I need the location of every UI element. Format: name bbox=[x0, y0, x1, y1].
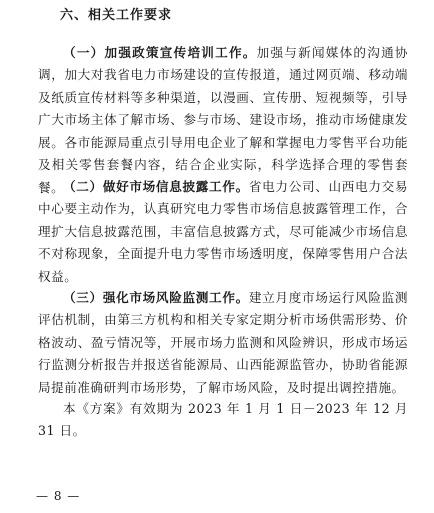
paragraph-lead: （一）加强政策宣传培训工作。 bbox=[63, 44, 257, 60]
page-number: — 8 — bbox=[36, 489, 81, 503]
section-heading: 六、相关工作要求 bbox=[60, 8, 173, 23]
paragraph-risk-monitoring bbox=[38, 287, 408, 400]
paragraph-text: 加强与新闻媒体的沟通协调，加大对我省电力市场建设的宣传报道，通过网页端、移动端及纸质宣传材料等多种渠道，以漫画、宣传册、短视频等，引导广大市场主体了解市场、参与市场、建设市场，推动市场健康发展。各市能源局重点引导用电企业了解和掌握电力零售平台功能及相关零售套餐内容，结合企业实际，科学选择合理的零售套餐。 bbox=[38, 44, 409, 195]
paragraph-lead: （三）强化市场风险监测工作。 bbox=[63, 289, 249, 305]
paragraph-text: 建立月度市场运行风险监测评估机制，由第三方机构和相关专家定期分析市场供需形势、价格波动、盈亏情况等，开展市场力监测和风险辨识，形成市场运行监测分析报告并报送省能源局、山西能源监管办，协助省能源局提前准确研判市场形势，了解市场风险，及时提出调控措施。 bbox=[38, 289, 409, 395]
paragraph-validity-period bbox=[38, 398, 408, 443]
paragraph-information-disclosure bbox=[38, 176, 408, 289]
paragraph-lead: （二）做好市场信息披露工作。 bbox=[63, 178, 249, 194]
paragraph-text: 本《方案》有效期为 2023 年 1 月 1 日－2023 年 12 月 31 日。 bbox=[38, 400, 408, 439]
paragraph-text: 省电力公司、山西电力交易中心要主动作为，认真研究电力零售市场信息披露管理工作，合理扩大信息披露范围，丰富信息披露方式，尽可能减少市场信息不对称现象，全面提升电力零售市场透明度，保障零售用户合法权益。 bbox=[38, 178, 409, 284]
